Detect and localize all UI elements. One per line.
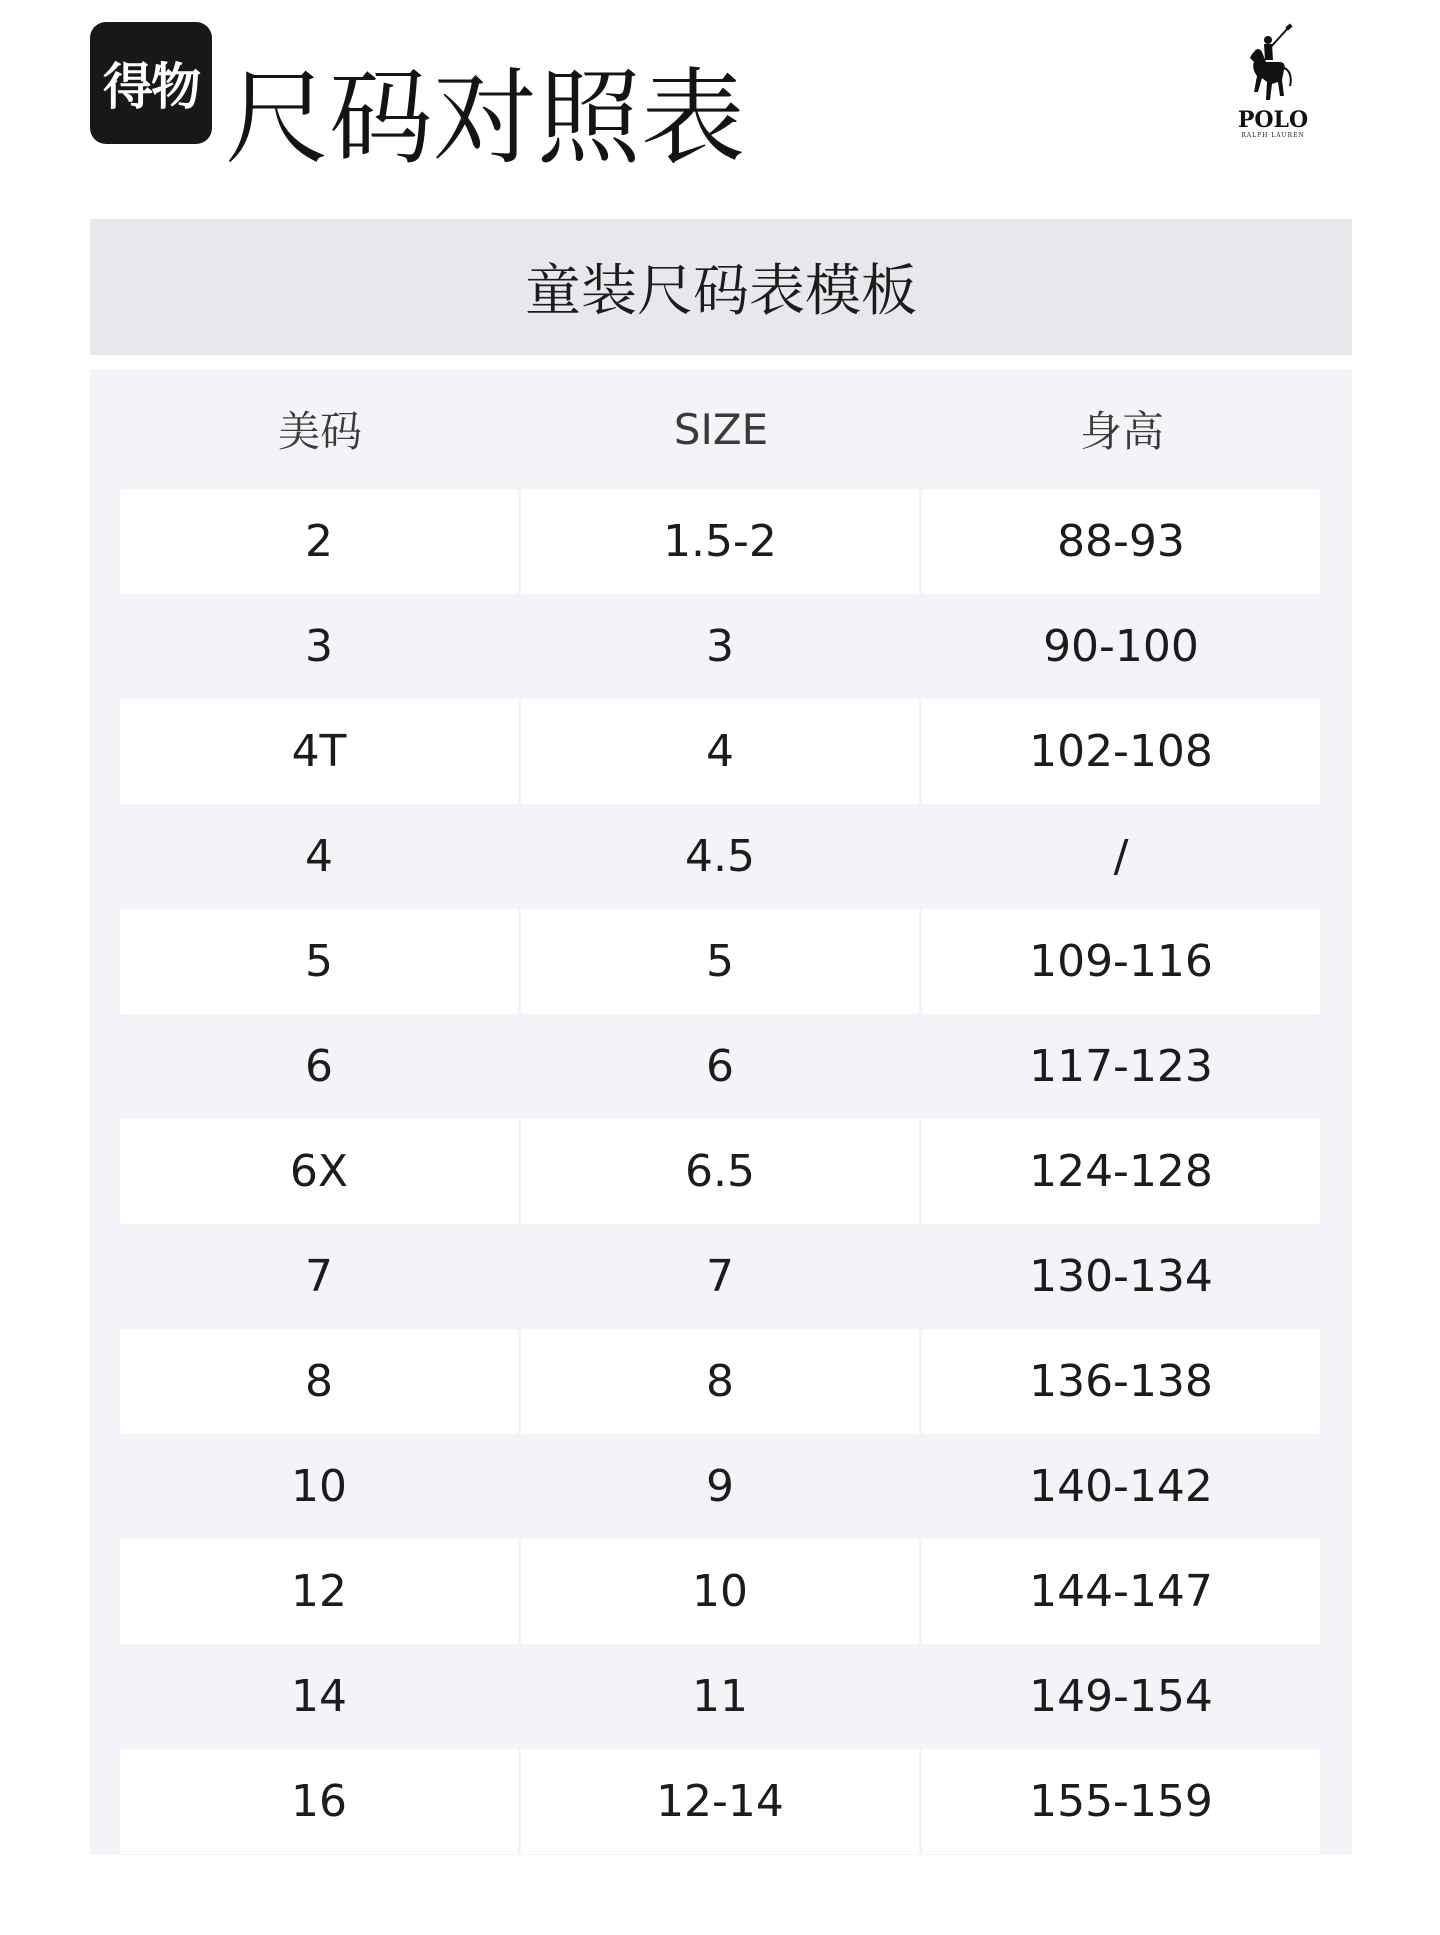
table-row — [120, 1224, 1320, 1329]
cell-height: 136-138 — [922, 1329, 1320, 1434]
cell-height: 149-154 — [1029, 1671, 1213, 1722]
cell-size: 5 — [521, 909, 919, 1014]
header — [90, 22, 1350, 179]
table-row — [120, 804, 1320, 909]
cell-height: 144-147 — [922, 1539, 1320, 1644]
table-row — [120, 1329, 1320, 1434]
cell-us-size: 2 — [120, 489, 518, 594]
table-row — [120, 909, 1320, 1014]
table-row — [120, 1539, 1320, 1644]
cell-size: 1.5-2 — [521, 489, 919, 594]
cell-size: 11 — [692, 1671, 748, 1722]
table-header-row — [120, 369, 1320, 489]
cell-us-size: 12 — [120, 1539, 518, 1644]
cell-size: 12-14 — [521, 1749, 919, 1854]
cell-size: 4 — [521, 699, 919, 804]
cell-height: 90-100 — [1043, 621, 1199, 672]
cell-us-size: 4T — [120, 699, 518, 804]
table-row — [120, 1644, 1320, 1749]
cell-height: 88-93 — [922, 489, 1320, 594]
table-row — [120, 1119, 1320, 1224]
table-row — [120, 1749, 1320, 1854]
cell-height: 109-116 — [922, 909, 1320, 1014]
cell-us-size: 4 — [305, 831, 333, 882]
table-title: 童装尺码表模板 — [90, 219, 1352, 355]
cell-us-size: 8 — [120, 1329, 518, 1434]
cell-us-size: 10 — [291, 1461, 347, 1512]
table-row — [120, 699, 1320, 804]
size-table — [90, 369, 1352, 1855]
cell-height: 155-159 — [922, 1749, 1320, 1854]
cell-size: 7 — [706, 1251, 734, 1302]
table-row — [120, 1014, 1320, 1119]
cell-size: 6 — [706, 1041, 734, 1092]
cell-size: 9 — [706, 1461, 734, 1512]
cell-height: / — [1113, 831, 1129, 882]
cell-us-size: 16 — [120, 1749, 518, 1854]
cell-us-size: 6 — [305, 1041, 333, 1092]
page-title: 尺码对照表 — [225, 57, 746, 179]
column-header-size: SIZE — [673, 404, 769, 454]
column-header-height: 身高 — [1079, 407, 1164, 456]
cell-size: 3 — [706, 621, 734, 672]
cell-us-size: 5 — [120, 909, 518, 1014]
cell-height: 140-142 — [1029, 1461, 1213, 1512]
cell-size: 4.5 — [685, 831, 755, 882]
table-row — [120, 489, 1320, 594]
cell-size: 10 — [521, 1539, 919, 1644]
cell-height: 117-123 — [1029, 1041, 1213, 1092]
brand-logo-text: 得物 — [103, 58, 199, 116]
cell-size: 8 — [521, 1329, 919, 1434]
table-row — [120, 594, 1320, 699]
table-row — [120, 1434, 1320, 1539]
brand-logo — [90, 22, 212, 144]
cell-us-size: 6X — [120, 1119, 518, 1224]
polo-logo-wordmark: POLO — [1237, 107, 1309, 133]
cell-us-size: 14 — [291, 1671, 347, 1722]
cell-us-size: 7 — [305, 1251, 333, 1302]
cell-size: 6.5 — [521, 1119, 919, 1224]
column-header-us-size: 美码 — [277, 407, 362, 456]
cell-height: 124-128 — [922, 1119, 1320, 1224]
cell-us-size: 3 — [305, 621, 333, 672]
polo-logo-subtext: RALPH LAUREN — [1241, 132, 1305, 139]
table-body — [120, 489, 1320, 1854]
cell-height: 102-108 — [922, 699, 1320, 804]
polo-player-icon — [1240, 22, 1306, 108]
polo-logo — [1218, 22, 1328, 144]
cell-height: 130-134 — [1029, 1251, 1213, 1302]
